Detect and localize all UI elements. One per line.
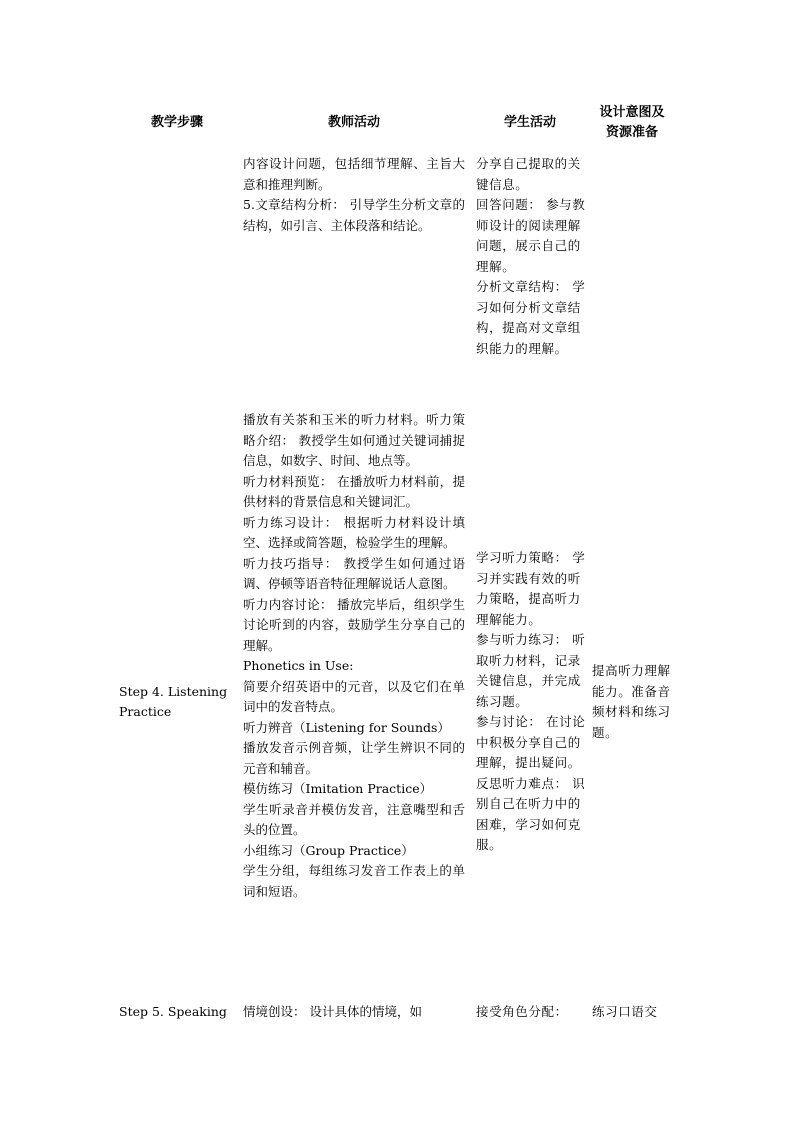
row2-student-cell [476,410,586,994]
header-design-purpose-line2: 资源准备 [605,124,658,140]
row1-student-para: 回答问题： 参与教师设计的阅读理解问题，展示自己的理解。 [476,197,586,274]
row2-teacher-para: 学生分组，每组练习发音工作表上的单词和短语。 [243,863,465,899]
row2-step-line2: Practice [119,704,172,719]
row3-teacher-cell: 情境创设： 设计具体的情境，如 [243,1004,422,1019]
row2-teacher-para: 学生听录音并模仿发音，注意嘴型和舌头的位置。 [243,801,465,837]
row1-student-cell [476,154,586,359]
row2-teacher-para: 小组练习（Group Practice） [243,842,414,858]
row2-student-para: 反思听力难点： 识别自己在听力中的困难，学习如何克服。 [476,775,586,853]
header-student-activities: 学生活动 [503,114,556,130]
row2-teacher-para: 听力练习设计： 根据听力材料设计填空、选择或简答题，检验学生的理解。 [243,514,465,550]
row2-teacher-para: 播放有关茶和玉米的听力材料。听力策略介绍： 教授学生如何通过关键词捕捉信息，如数字、时间、地点等。 [243,412,465,468]
header-design-purpose [590,100,674,145]
header-design-purpose-line1: 设计意图及 [599,104,665,120]
row3-step-cell: Step 5. Speaking [119,1004,227,1019]
header-teaching-steps: 教学步骤 [150,114,203,130]
row1-teacher-para: 5.文章结构分析： 引导学生分析文章的结构，如引言、主体段落和结论。 [243,197,465,233]
row2-purpose-cell [592,410,672,994]
header-teacher-activities: 教师活动 [327,114,380,130]
row1-student-para: 分析文章结构： 学习如何分析文章结构，提高对文章组织能力的理解。 [476,279,586,356]
row2-student-para: 参与听力练习： 听取听力材料，记录关键信息，并完成练习题。 [476,632,586,709]
row3-student-cell: 接受角色分配： [476,1004,568,1019]
row2-teacher-para: 听力材料预览： 在播放听力材料前，提供材料的背景信息和关键词汇。 [243,473,465,509]
row1-teacher-para: 内容设计问题，包括细节理解、主旨大意和推理判断。 [243,156,465,192]
row3-purpose-cell: 练习口语交 [592,1004,658,1019]
row1-student-para: 分享自己提取的关键信息。 [476,156,581,192]
row2-teacher-para: 听力辨音（Listening for Sounds） [243,719,450,735]
row2-student-para: 参与讨论： 在讨论中积极分享自己的理解，提出疑问。 [476,714,586,771]
row2-teacher-para: 听力技巧指导： 教授学生如何通过语调、停顿等语音特征理解说话人意图。 [243,555,465,591]
row2-step-line1: Step 4. Listening [119,683,228,699]
row2-teacher-cell [243,410,465,902]
row2-teacher-para: 模仿练习（Imitation Practice） [243,781,433,796]
row2-step-cell [119,410,237,994]
row2-purpose-text: 提高听力理解能力。准备音频材料和练习题。 [592,663,671,740]
row2-teacher-para: 简要介绍英语中的元音，以及它们在单词中的发音特点。 [243,678,465,714]
row2-teacher-para: 播放发音示例音频，让学生辨识不同的元音和辅音。 [243,740,465,776]
row2-student-para: 学习听力策略： 学习并实践有效的听力策略，提高听力理解能力。 [476,550,586,627]
row2-teacher-para: 听力内容讨论： 播放完毕后，组织学生讨论听到的内容，鼓励学生分享自己的理解。 [243,596,465,653]
row2-teacher-para: Phonetics in Use: [243,658,354,673]
row1-teacher-cell [243,154,465,236]
